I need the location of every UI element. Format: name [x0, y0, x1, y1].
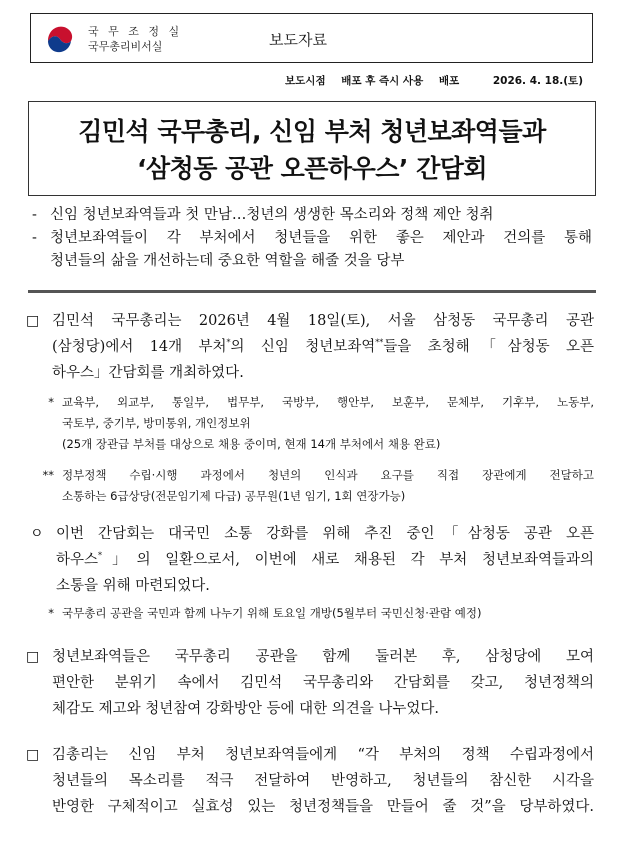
square-bullet: □ [26, 747, 40, 763]
title-box [28, 101, 596, 196]
org-line-1: 국 무 조 정 실 [88, 25, 183, 38]
square-bullet: □ [26, 649, 40, 665]
section-divider [28, 290, 596, 293]
subtitles [32, 204, 592, 273]
taegeuk-emblem-icon [44, 22, 78, 56]
paragraph-4-line-3: 반영한 구체적이고 실효성 있는 청년정책들을 만들어 줄 것”을 당부하였다. [52, 799, 594, 815]
title-line-2: ‘삼청동 공관 오픈하우스’ 간담회 [136, 154, 488, 183]
footnote-1: * 교육부, 외교부, 통일부, 법무부, 국방부, 행안부, 보훈부, 문체부, 기후부, 노동부, 국토부, 중기부, 방미통위, 개인정보위 (25개 장관급 부처를 대상으로 채용 중이며, 현재 14개 부처에서 채용 완료) [26, 392, 594, 455]
footnote-1-line-1: 교육부, 외교부, 통일부, 법무부, 국방부, 행안부, 보훈부, 문체부, 기후부, 노동부, [62, 395, 594, 409]
subtitle-1-text: 신임 청년보좌역들과 첫 만남…청년의 생생한 목소리와 정책 제안 청취 [50, 207, 494, 223]
paragraph-4-line-1: 김총리는 신임 부처 청년보좌역들에게 “각 부처의 정책 수립과정에서 [52, 747, 594, 763]
footnote-2: ** 정부정책 수립·시행 과정에서 청년의 인식과 요구를 직접 장관에게 전달하고 소통하는 6급상당(전문임기제 다급) 공무원(1년 임기, 1회 연장가능) [26, 465, 594, 507]
subtitle-2: - 청년보좌역들이 각 부처에서 청년들을 위한 좋은 제안과 건의를 통해 청년들의 삶을 개선하는데 중요한 역할을 해줄 것을 당부 [32, 227, 592, 273]
footnote-1-line-3: (25개 장관급 부처를 대상으로 채용 중이며, 현재 14개 부처에서 채용 완료) [62, 437, 441, 451]
paragraph-2-line-1: 이번 간담회는 대국민 소통 강화를 위해 추진 중인「삼청동 공관 오픈 [56, 526, 594, 542]
org-name [88, 24, 182, 54]
paragraph-4 [26, 742, 594, 820]
paragraph-2-line-3: 소통을 위해 마련되었다. [56, 578, 210, 594]
release-distribution: 배포 [438, 75, 460, 87]
release-label: 보도시점 [285, 75, 326, 87]
paragraph-3-line-2: 편안한 분위기 속에서 김민석 국무총리와 간담회를 갖고, 청년정책의 [52, 675, 594, 691]
square-bullet: □ [26, 313, 40, 329]
release-timing: 배포 후 즉시 사용 [341, 75, 424, 87]
footnote-3: * 국무총리 공관을 국민과 함께 나누기 위해 토요일 개방(5월부터 국민신청·관람 예정) [26, 603, 594, 624]
subtitle-2-line-1: 청년보좌역들이 각 부처에서 청년들을 위한 좋은 제안과 건의를 통해 [50, 230, 592, 246]
paragraph-3-line-1: 청년보좌역들은 국무총리 공관을 함께 둘러본 후, 삼청당에 모여 [52, 649, 594, 665]
org-line-2: 국무총리비서실 [88, 40, 163, 53]
release-info [273, 73, 583, 88]
subtitle-2-line-2: 청년들의 삶을 개선하는데 중요한 역할을 해줄 것을 당부 [50, 253, 405, 269]
paragraph-4-line-2: 청년들의 목소리를 적극 전달하여 반영하고, 청년들의 참신한 시각을 [52, 773, 594, 789]
paragraph-1-line-2: (삼청당)에서 14개 부처*의 신임 청년보좌역**들을 초청해「삼청동 오픈 [52, 338, 594, 355]
paragraph-1-line-3: 하우스」간담회를 개최하였다. [52, 365, 244, 381]
paragraph-1 [26, 308, 594, 386]
document-type: 보도자료 [269, 31, 327, 49]
title-line-1: 김민석 국무총리, 신임 부처 청년보좌역들과 [78, 117, 546, 146]
paragraph-3-line-3: 체감도 제고와 청년참여 강화방안 등에 대한 의견을 나누었다. [52, 701, 440, 717]
footnote-2-line-2: 소통하는 6급상당(전문임기제 다급) 공무원(1년 임기, 1회 연장가능) [62, 489, 406, 503]
circle-bullet: ㅇ [30, 526, 44, 542]
paragraph-3 [26, 644, 594, 722]
footnote-3-line-1: 국무총리 공관을 국민과 함께 나누기 위해 토요일 개방(5월부터 국민신청·관람 예정) [62, 606, 482, 620]
document-body [26, 308, 594, 820]
paragraph-1-line-1: 김민석 국무총리는 2026년 4월 18일(토), 서울 삼청동 국무총리 공관 [52, 313, 594, 329]
footnote-2-line-1: 정부정책 수립·시행 과정에서 청년의 인식과 요구를 직접 장관에게 전달하고 [62, 468, 594, 482]
paragraph-2 [26, 521, 594, 599]
subtitle-1: - 신임 청년보좌역들과 첫 만남…청년의 생생한 목소리와 정책 제안 청취 [32, 204, 592, 227]
page-title [29, 113, 595, 187]
footnote-1-line-2: 국토부, 중기부, 방미통위, 개인정보위 [62, 416, 251, 430]
release-date: 2026. 4. 18.(토) [492, 75, 583, 87]
header-box [30, 13, 593, 63]
paragraph-2-line-2: 하우스*」의 일환으로서, 이번에 새로 채용된 각 부처 청년보좌역들과의 [56, 551, 594, 568]
